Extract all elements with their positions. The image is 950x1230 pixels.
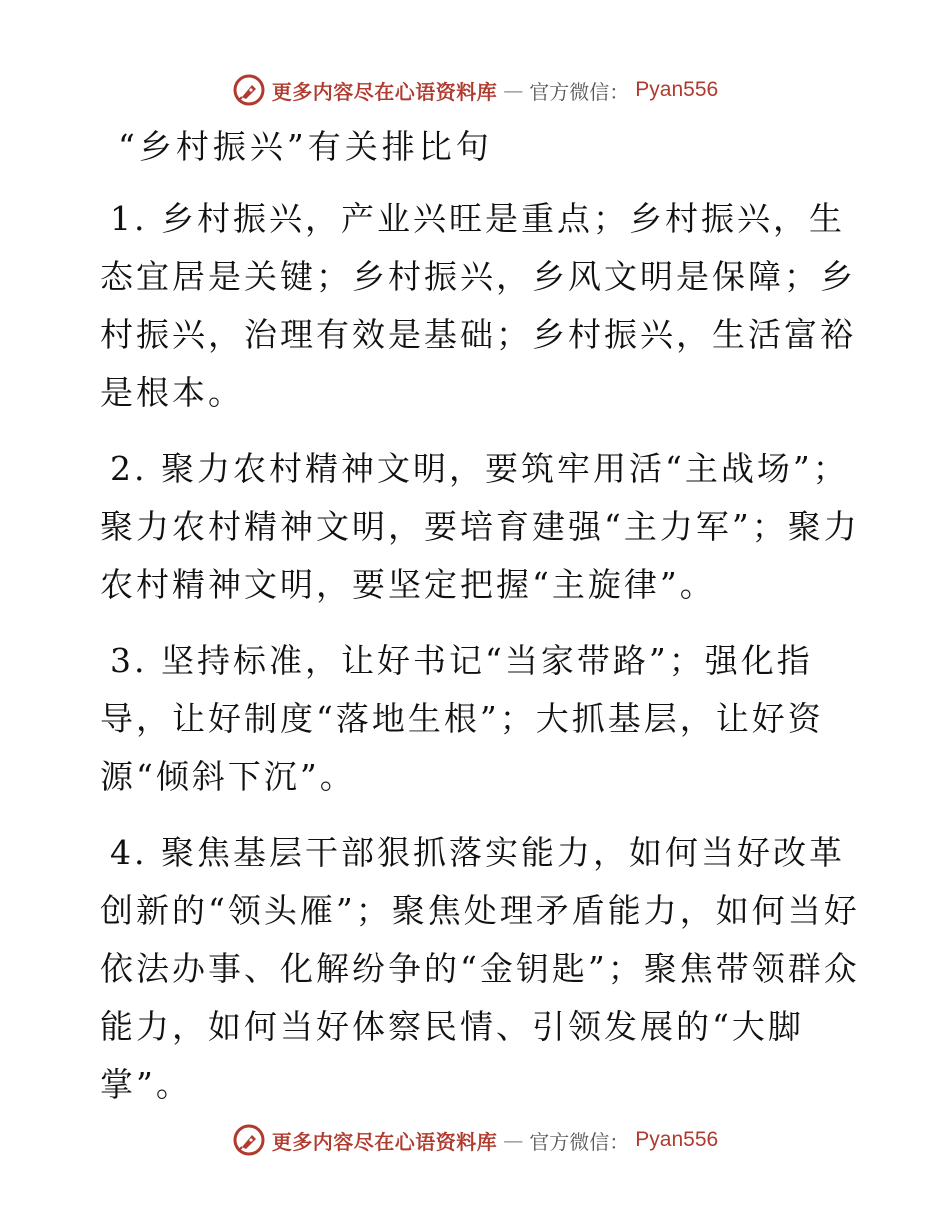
banner-separator: — bbox=[503, 78, 524, 102]
brand-text: 更多内容尽在心语资料库 bbox=[271, 1129, 498, 1154]
banner-separator: — bbox=[503, 1128, 524, 1152]
wechat-id: Pyan556 bbox=[635, 78, 719, 101]
paragraph-4: 4. 聚焦基层干部狠抓落实能力，如何当好改革创新的“领头雁”；聚焦处理矛盾能力，如何当好依法办事、化解纷争的“金钥匙”；聚焦带领群众能力，如何当好体察民情、引领发展的“大脚掌”。 bbox=[100, 833, 860, 1104]
wechat-label: 官方微信： bbox=[529, 79, 630, 104]
pen-nib-icon bbox=[232, 1123, 266, 1157]
footer-banner bbox=[0, 1118, 950, 1162]
wechat-id: Pyan556 bbox=[635, 1128, 719, 1151]
header-banner bbox=[0, 68, 950, 112]
pen-nib-icon bbox=[232, 73, 266, 107]
document-title: “乡村振兴”有关排比句 bbox=[118, 127, 493, 166]
brand-text: 更多内容尽在心语资料库 bbox=[271, 79, 498, 104]
paragraph-2: 2. 聚力农村精神文明，要筑牢用活“主战场”；聚力农村精神文明，要培育建强“主力军”；聚力农村精神文明，要坚定把握“主旋律”。 bbox=[100, 449, 860, 604]
paragraph-3: 3. 坚持标准，让好书记“当家带路”；强化指导，让好制度“落地生根”；大抓基层，让好资源“倾斜下沉”。 bbox=[100, 641, 824, 796]
paragraph-1: 1. 乡村振兴，产业兴旺是重点；乡村振兴，生态宜居是关键；乡村振兴，乡风文明是保障；乡村振兴，治理有效是基础；乡村振兴，生活富裕是根本。 bbox=[100, 199, 856, 412]
wechat-label: 官方微信： bbox=[529, 1129, 630, 1154]
